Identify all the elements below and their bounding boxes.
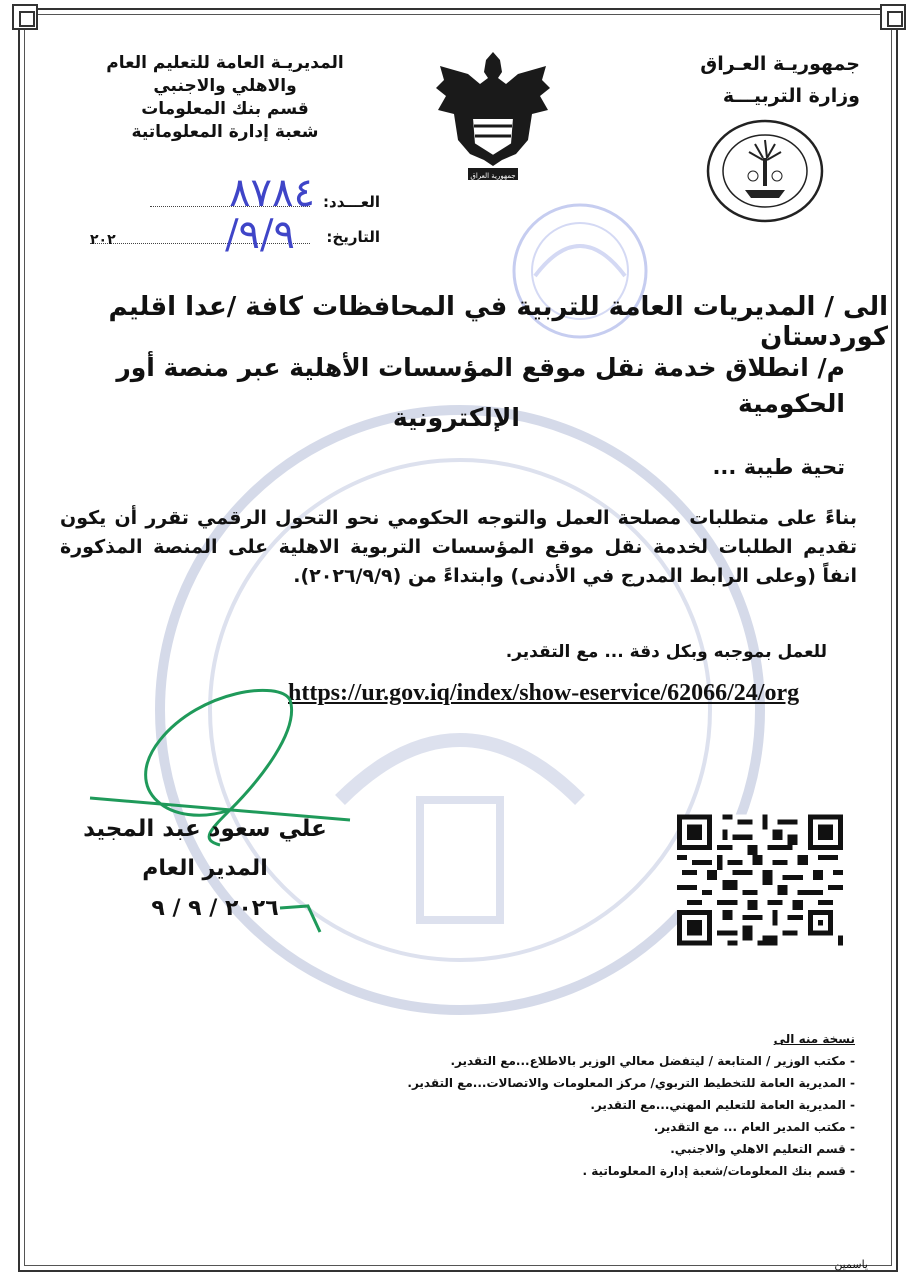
header-right-line2: وزارة التربيـــة (722, 85, 860, 107)
list-item: - المديرية العامة للتعليم المهني...مع التقدير. (230, 1094, 855, 1116)
signatory-name: علي سعود عبد المجيد (83, 816, 327, 842)
list-item: - المديرية العامة للتخطيط التربوي/ مركز المعلومات والاتصالات...مع التقدير. (230, 1072, 855, 1094)
corner-ornament (880, 4, 906, 30)
letter-body: بناءً على متطلبات مصلحة العمل والتوجه الحكومي نحو التحول الرقمي تقرر أن يكون تقديم الطلبات لخدمة نقل موقع المؤسسات التربوية الاهلية على المنصة المذكورة انفاً (وعلى الرابط المدرج في الأدنى) وابتداءً من (٢٠٢٦/٩/٩). (60, 507, 857, 587)
copies-list (230, 1050, 855, 1182)
list-item: - قسم بنك المعلومات/شعبة إدارة المعلوماتية . (230, 1160, 855, 1182)
handwritten-date: ٩/٩/ (225, 212, 295, 258)
addressee-line: الى / المديريات العامة للتربية في المحافظات كافة /عدا اقليم كوردستان (108, 292, 888, 352)
corner-ornament (12, 4, 38, 30)
eagle-emblem-icon (428, 44, 558, 184)
copies-section (230, 1028, 855, 1182)
header-left-line4: شعبة إدارة المعلوماتية (131, 122, 319, 142)
date-year-prefix: ٢٠٢ (90, 232, 116, 248)
header-left-line3: قسم بنك المعلومات (141, 99, 309, 119)
header-left-line2: والاهلي والاجنبي (153, 76, 297, 96)
qr-code-icon[interactable] (677, 814, 843, 946)
signature-date: ٢٠٢٦ / ٩ / ٩ (151, 896, 279, 921)
signatory-title: المدير العام (142, 856, 268, 881)
subject-line: م/ انطلاق خدمة نقل موقع المؤسسات الأهلية عبر منصة أور الحكومية (116, 353, 845, 418)
greeting: تحية طيبة ... (712, 455, 845, 479)
emblem-caption: جمهورية العراق (470, 172, 516, 180)
number-label: العـــدد: (323, 193, 380, 211)
service-link[interactable]: https://ur.gov.iq/index/show-eservice/62066/24/org (288, 680, 800, 706)
date-label: التاريخ: (326, 228, 380, 246)
list-item: - مكتب المدير العام ... مع التقدير. (230, 1116, 855, 1138)
header-right-line1: جمهوريـة العـراق (700, 53, 860, 75)
closing-line: للعمل بموجبه وبكل دقة ... مع التقدير. (505, 642, 827, 662)
header-left-line1: المديريـة العامة للتعليم العام (106, 53, 344, 73)
copies-heading: نسخة منه الى (773, 1032, 855, 1046)
list-item: - قسم التعليم الاهلي والاجنبي. (230, 1138, 855, 1160)
issuing-directorate (80, 52, 370, 144)
issuing-ministry (660, 48, 860, 112)
list-item: - مكتب الوزير / المتابعة / ليتفضل معالي الوزير بالاطلاع...مع التقدير. (230, 1050, 855, 1072)
handwritten-number: ٨٧٨٤ (229, 170, 315, 216)
ministry-seal-icon (705, 118, 825, 224)
typist-initials: ياسمين (834, 1258, 868, 1271)
subject-line-continued: الإلكترونية (392, 403, 520, 432)
